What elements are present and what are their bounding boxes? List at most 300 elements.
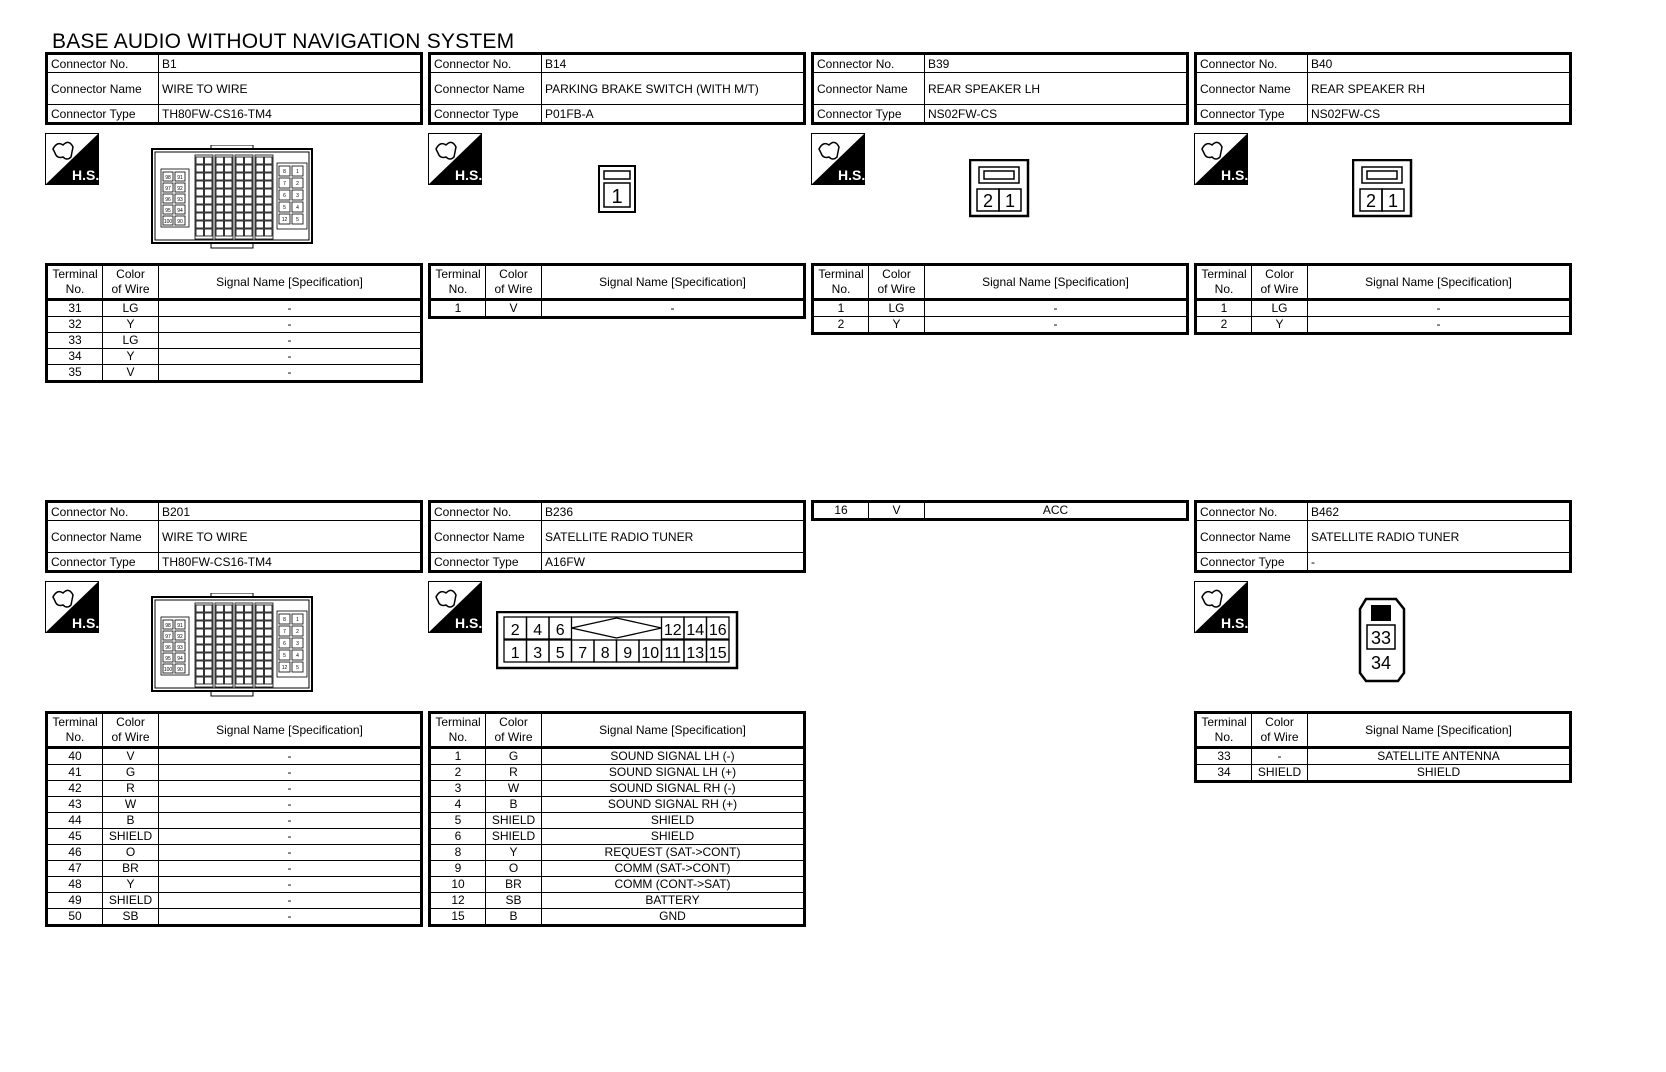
terminal-no-cell: 34 (1196, 765, 1252, 782)
terminal-no-cell: 47 (47, 861, 103, 877)
table-row (47, 333, 422, 349)
terminal-no-cell: 43 (47, 797, 103, 813)
pin-cavity (265, 181, 273, 188)
signal-table (811, 263, 1189, 335)
pin-label: 14 (686, 622, 705, 639)
pin-label: 94 (177, 208, 183, 214)
table-row (430, 748, 805, 765)
terminal-no-cell: 46 (47, 845, 103, 861)
pin-label: 97 (165, 186, 171, 192)
pin-cavity (245, 157, 253, 164)
color-header: Color of Wire (1252, 265, 1308, 300)
connector-header (1194, 500, 1572, 573)
pin-label: 93 (177, 197, 183, 203)
harness-side-icon (1194, 581, 1248, 633)
terminal-no-cell: 41 (47, 765, 103, 781)
color-header: Color of Wire (486, 713, 542, 748)
table-row (47, 877, 422, 893)
pin-cavity (236, 157, 244, 164)
connector-name-value: SATELLITE RADIO TUNER (542, 521, 805, 553)
signal-name-cell: - (159, 317, 422, 333)
pin-cavity (265, 621, 273, 628)
connector-panel-b39 (811, 52, 1189, 335)
signal-name-cell: COMM (CONT->SAT) (542, 877, 805, 893)
key-diamond (572, 618, 662, 638)
pin-cavity (236, 629, 244, 636)
pin-label: 94 (177, 656, 183, 662)
pin-label: 93 (177, 645, 183, 651)
connector-picture (428, 573, 806, 711)
wire-color-cell: LG (103, 333, 159, 349)
pin-cavity (245, 637, 253, 644)
pin-cavity (256, 221, 264, 228)
connector-name-label: Connector Name (430, 521, 542, 553)
svg-text:H.S.: H.S. (838, 167, 865, 183)
pin-cavity (196, 653, 204, 660)
pin-cavity (256, 205, 264, 212)
pin-label: 6 (555, 622, 565, 639)
pin-label: 2 (510, 622, 520, 639)
pin-label: 1 (510, 645, 520, 662)
signal-header: Signal Name [Specification] (1308, 265, 1571, 300)
connector-name-value: WIRE TO WIRE (159, 521, 422, 553)
connector-panel-b40 (1194, 52, 1572, 335)
pin-label: 100 (163, 219, 173, 225)
pin-cavity (236, 637, 244, 644)
wire-color-cell: W (103, 797, 159, 813)
terminal-no-cell: 15 (430, 909, 486, 926)
wire-color-cell: SB (486, 893, 542, 909)
pin-cavity (205, 613, 213, 620)
connector-panel-b1 (45, 52, 423, 383)
pin-label: 3 (296, 193, 299, 199)
pin-label: 5 (555, 645, 565, 662)
pin-cavity (216, 637, 224, 644)
pin-cavity (216, 221, 224, 228)
pin-label: 16 (708, 622, 727, 639)
terminal-no-cell: 9 (430, 861, 486, 877)
pin-cavity (205, 221, 213, 228)
pin-cavity (236, 229, 244, 236)
pin-label: 8 (600, 645, 610, 662)
pin-cavity (216, 181, 224, 188)
pin-label: 4 (533, 622, 543, 639)
wire-color-cell: BR (103, 861, 159, 877)
pin-label: 1 (296, 169, 299, 175)
pin-cavity (225, 221, 233, 228)
table-row (1196, 300, 1571, 317)
connector-no-value: B40 (1308, 54, 1571, 73)
signal-table (428, 263, 806, 319)
pin-cavity (245, 653, 253, 660)
wire-color-cell: O (486, 861, 542, 877)
signal-table (1194, 263, 1572, 335)
pin-cavity (225, 653, 233, 660)
pin-cavity (216, 653, 224, 660)
pin-cavity (236, 205, 244, 212)
pin-label: 95 (165, 656, 171, 662)
pin-cavity (196, 205, 204, 212)
terminal-no-cell: 34 (47, 349, 103, 365)
pin-cavity (216, 621, 224, 628)
pin-label: 5 (296, 665, 299, 671)
pin-cavity (216, 629, 224, 636)
terminal-header: Terminal No. (1196, 713, 1252, 748)
pin-label: 3 (296, 641, 299, 647)
svg-text:2: 2 (982, 191, 994, 211)
terminal-no-cell: 49 (47, 893, 103, 909)
table-row (430, 829, 805, 845)
pin-cavity (196, 677, 204, 684)
pin-cavity (196, 173, 204, 180)
svg-text:H.S.: H.S. (72, 615, 99, 631)
svg-text:H.S.: H.S. (1221, 167, 1248, 183)
signal-name-cell: - (159, 300, 422, 317)
signal-header: Signal Name [Specification] (542, 265, 805, 300)
harness-side-icon (45, 133, 99, 185)
wire-color-cell: SHIELD (103, 893, 159, 909)
wire-color-cell: LG (1252, 300, 1308, 317)
pin-cavity (245, 613, 253, 620)
pin-cavity (245, 629, 253, 636)
pin-label: 92 (177, 634, 183, 640)
table-row (1196, 748, 1571, 765)
wire-color-cell: Y (103, 877, 159, 893)
connector-name-value: WIRE TO WIRE (159, 73, 422, 105)
pin-cavity (205, 669, 213, 676)
pin-label: 5 (283, 653, 286, 659)
connector-b14-face-icon (598, 165, 638, 215)
signal-name-cell: - (159, 861, 422, 877)
signal-header: Signal Name [Specification] (159, 265, 422, 300)
svg-text:H.S.: H.S. (455, 615, 482, 631)
table-row (430, 781, 805, 797)
table-row (47, 317, 422, 333)
wire-color-cell: Y (869, 317, 925, 334)
signal-name-cell: COMM (SAT->CONT) (542, 861, 805, 877)
signal-name-cell: SOUND SIGNAL LH (-) (542, 748, 805, 765)
signal-name-cell: - (159, 748, 422, 765)
pin-cavity (216, 165, 224, 172)
pin-cavity (225, 621, 233, 628)
terminal-no-cell: 5 (430, 813, 486, 829)
pin-cavity (265, 653, 273, 660)
pin-cavity (245, 221, 253, 228)
connector-name-label: Connector Name (1196, 521, 1308, 553)
pin-cavity (265, 629, 273, 636)
pin-cavity (205, 677, 213, 684)
pin-cavity (205, 621, 213, 628)
table-row (47, 813, 422, 829)
pin-label: 7 (283, 629, 286, 635)
table-row (47, 829, 422, 845)
pin-cavity (236, 621, 244, 628)
connector-name-value: PARKING BRAKE SWITCH (WITH M/T) (542, 73, 805, 105)
pin-label: 96 (165, 645, 171, 651)
pin-cavity (205, 629, 213, 636)
connector-b201-face-icon (151, 593, 313, 697)
pin-label: 91 (177, 175, 183, 181)
pin-cavity (205, 645, 213, 652)
pin-cavity (225, 637, 233, 644)
pin-cavity (196, 157, 204, 164)
pin-cavity (196, 229, 204, 236)
signal-name-cell: - (159, 365, 422, 382)
pin-cavity (205, 605, 213, 612)
signal-name-cell: SATELLITE ANTENNA (1308, 748, 1571, 765)
pin-cavity (205, 181, 213, 188)
connector-name-label: Connector Name (47, 73, 159, 105)
terminal-no-cell: 6 (430, 829, 486, 845)
pin-label: 6 (283, 193, 286, 199)
pin-label: 9 (623, 645, 633, 662)
connector-no-value: B236 (542, 502, 805, 521)
signal-name-cell: SOUND SIGNAL RH (+) (542, 797, 805, 813)
pin-label: 98 (165, 175, 171, 181)
pin-cavity (225, 645, 233, 652)
pin-label: 91 (177, 623, 183, 629)
connector-b40-face-icon (1352, 159, 1414, 219)
pin-cavity (205, 653, 213, 660)
signal-table-continued (811, 500, 1189, 521)
table-row (47, 893, 422, 909)
connector-name-value: REAR SPEAKER LH (925, 73, 1188, 105)
pin-cavity (265, 605, 273, 612)
color-header: Color of Wire (486, 265, 542, 300)
signal-name-cell: - (159, 909, 422, 926)
connector-picture (45, 125, 423, 263)
pin-cavity (236, 613, 244, 620)
connector-no-value: B462 (1308, 502, 1571, 521)
pin-cavity (216, 205, 224, 212)
pin-label: 5 (283, 205, 286, 211)
pin-cavity (225, 205, 233, 212)
pin-cavity (205, 173, 213, 180)
pin-cavity (256, 677, 264, 684)
pin-label: 96 (165, 197, 171, 203)
terminal-no-cell: 1 (430, 300, 486, 318)
signal-table (1194, 711, 1572, 783)
pin-label: 2 (296, 629, 299, 635)
svg-text:H.S.: H.S. (1221, 615, 1248, 631)
pin-cavity (196, 213, 204, 220)
pin-label: 3 (533, 645, 543, 662)
pin-cavity (205, 661, 213, 668)
terminal-no-cell: 2 (430, 765, 486, 781)
terminal-no-cell: 12 (430, 893, 486, 909)
signal-name-cell: - (159, 813, 422, 829)
connector-picture (1194, 125, 1572, 263)
connector-no-label: Connector No. (1196, 54, 1308, 73)
pin-cavity (196, 197, 204, 204)
wire-color-cell: Y (103, 349, 159, 365)
terminal-no-cell: 16 (813, 502, 869, 520)
pin-label: 97 (165, 634, 171, 640)
harness-side-icon (428, 133, 482, 185)
terminal-no-cell: 1 (430, 748, 486, 765)
table-row (813, 502, 1188, 520)
table-row (47, 349, 422, 365)
pin-cavity (216, 189, 224, 196)
pin-cavity (245, 181, 253, 188)
pin-cavity (236, 165, 244, 172)
wire-color-cell: BR (486, 877, 542, 893)
pin-cavity (265, 645, 273, 652)
pin-cavity (225, 669, 233, 676)
pin-cavity (265, 221, 273, 228)
connector-no-value: B201 (159, 502, 422, 521)
svg-text:1: 1 (611, 186, 623, 208)
pin-cavity (225, 613, 233, 620)
terminal-header: Terminal No. (430, 713, 486, 748)
table-row (430, 300, 805, 318)
pin-cavity (245, 173, 253, 180)
pin-cavity (245, 661, 253, 668)
table-row (430, 845, 805, 861)
terminal-no-cell: 45 (47, 829, 103, 845)
wire-color-cell: G (486, 748, 542, 765)
signal-name-cell: SOUND SIGNAL RH (-) (542, 781, 805, 797)
wire-color-cell: SHIELD (103, 829, 159, 845)
connector-picture (428, 125, 806, 263)
pin-cavity (256, 661, 264, 668)
pin-cavity (245, 205, 253, 212)
pin-cavity (265, 205, 273, 212)
connector-panel-b236-continued (811, 500, 1189, 521)
table-row (1196, 317, 1571, 334)
pin-cavity (236, 221, 244, 228)
terminal-header: Terminal No. (1196, 265, 1252, 300)
pin-cavity (256, 637, 264, 644)
pin-label: 7 (578, 645, 588, 662)
signal-name-cell: REQUEST (SAT->CONT) (542, 845, 805, 861)
wire-color-cell: SB (103, 909, 159, 926)
pin-cavity (225, 661, 233, 668)
pin-cavity (205, 637, 213, 644)
pin-cavity (216, 613, 224, 620)
wire-color-cell: V (486, 300, 542, 318)
pin-cavity (205, 213, 213, 220)
pin-cavity (205, 229, 213, 236)
connector-no-label: Connector No. (47, 502, 159, 521)
table-row (47, 845, 422, 861)
terminal-no-cell: 3 (430, 781, 486, 797)
pin-cavity (265, 637, 273, 644)
pin-cavity (196, 181, 204, 188)
pin-cavity (225, 629, 233, 636)
table-row (430, 909, 805, 926)
color-header: Color of Wire (1252, 713, 1308, 748)
table-row (1196, 765, 1571, 782)
signal-name-cell: SOUND SIGNAL LH (+) (542, 765, 805, 781)
pin-cavity (265, 613, 273, 620)
terminal-no-cell: 50 (47, 909, 103, 926)
wire-color-cell: SHIELD (486, 829, 542, 845)
table-row (430, 813, 805, 829)
pin-cavity (245, 605, 253, 612)
pin-cavity (196, 613, 204, 620)
table-row (47, 365, 422, 382)
connector-panel-b462 (1194, 500, 1572, 783)
terminal-no-cell: 2 (813, 317, 869, 334)
pin-cavity (225, 229, 233, 236)
harness-side-icon (428, 581, 482, 633)
terminal-no-cell: 33 (1196, 748, 1252, 765)
signal-name-cell: - (159, 797, 422, 813)
pin-cavity (216, 605, 224, 612)
pin-cavity (196, 605, 204, 612)
table-row (47, 748, 422, 765)
pin-label: 8 (283, 617, 286, 623)
pin-label: 98 (165, 623, 171, 629)
signal-table (45, 711, 423, 927)
wire-color-cell: SHIELD (486, 813, 542, 829)
pin-cavity (196, 669, 204, 676)
pin-label: 100 (163, 667, 173, 673)
pin-cavity (196, 661, 204, 668)
wire-color-cell: SHIELD (1252, 765, 1308, 782)
pin-cavity (256, 173, 264, 180)
page-title: BASE AUDIO WITHOUT NAVIGATION SYSTEM (52, 30, 515, 53)
pin-cavity (265, 157, 273, 164)
pin-cavity (256, 669, 264, 676)
terminal-no-cell: 33 (47, 333, 103, 349)
signal-name-cell: - (159, 781, 422, 797)
table-row (47, 765, 422, 781)
pin-cavity (245, 645, 253, 652)
connector-header (811, 52, 1189, 125)
signal-name-cell: - (159, 349, 422, 365)
color-header: Color of Wire (869, 265, 925, 300)
connector-header (1194, 52, 1572, 125)
pin-cavity (245, 669, 253, 676)
connector-type-value: NS02FW-CS (925, 105, 1188, 124)
pin-cavity (256, 229, 264, 236)
wire-color-cell: Y (486, 845, 542, 861)
pin-cavity (205, 197, 213, 204)
svg-text:2: 2 (1365, 191, 1377, 211)
connector-no-label: Connector No. (430, 54, 542, 73)
pin-label: 13 (686, 645, 705, 662)
signal-name-cell: GND (542, 909, 805, 926)
table-row (430, 765, 805, 781)
pin-label: 4 (296, 653, 299, 659)
pin-cavity (256, 165, 264, 172)
signal-header: Signal Name [Specification] (159, 713, 422, 748)
pin-cavity (196, 221, 204, 228)
connector-type-value: - (1308, 553, 1571, 572)
pin-cavity (245, 229, 253, 236)
connector-b462-face-icon (1356, 597, 1408, 683)
terminal-no-cell: 42 (47, 781, 103, 797)
pin-cavity (196, 165, 204, 172)
wire-color-cell: O (103, 845, 159, 861)
pin-label: 5 (296, 217, 299, 223)
terminal-no-cell: 44 (47, 813, 103, 829)
wire-color-cell: V (103, 748, 159, 765)
pin-cavity (245, 621, 253, 628)
table-row (813, 317, 1188, 334)
harness-side-icon (45, 581, 99, 633)
signal-name-cell: - (159, 877, 422, 893)
pin-label: 15 (708, 645, 727, 662)
connector-type-label: Connector Type (47, 553, 159, 572)
connector-no-value: B14 (542, 54, 805, 73)
pin-label: 7 (283, 181, 286, 187)
pin-cavity (216, 645, 224, 652)
wire-color-cell: LG (869, 300, 925, 317)
signal-header: Signal Name [Specification] (925, 265, 1188, 300)
